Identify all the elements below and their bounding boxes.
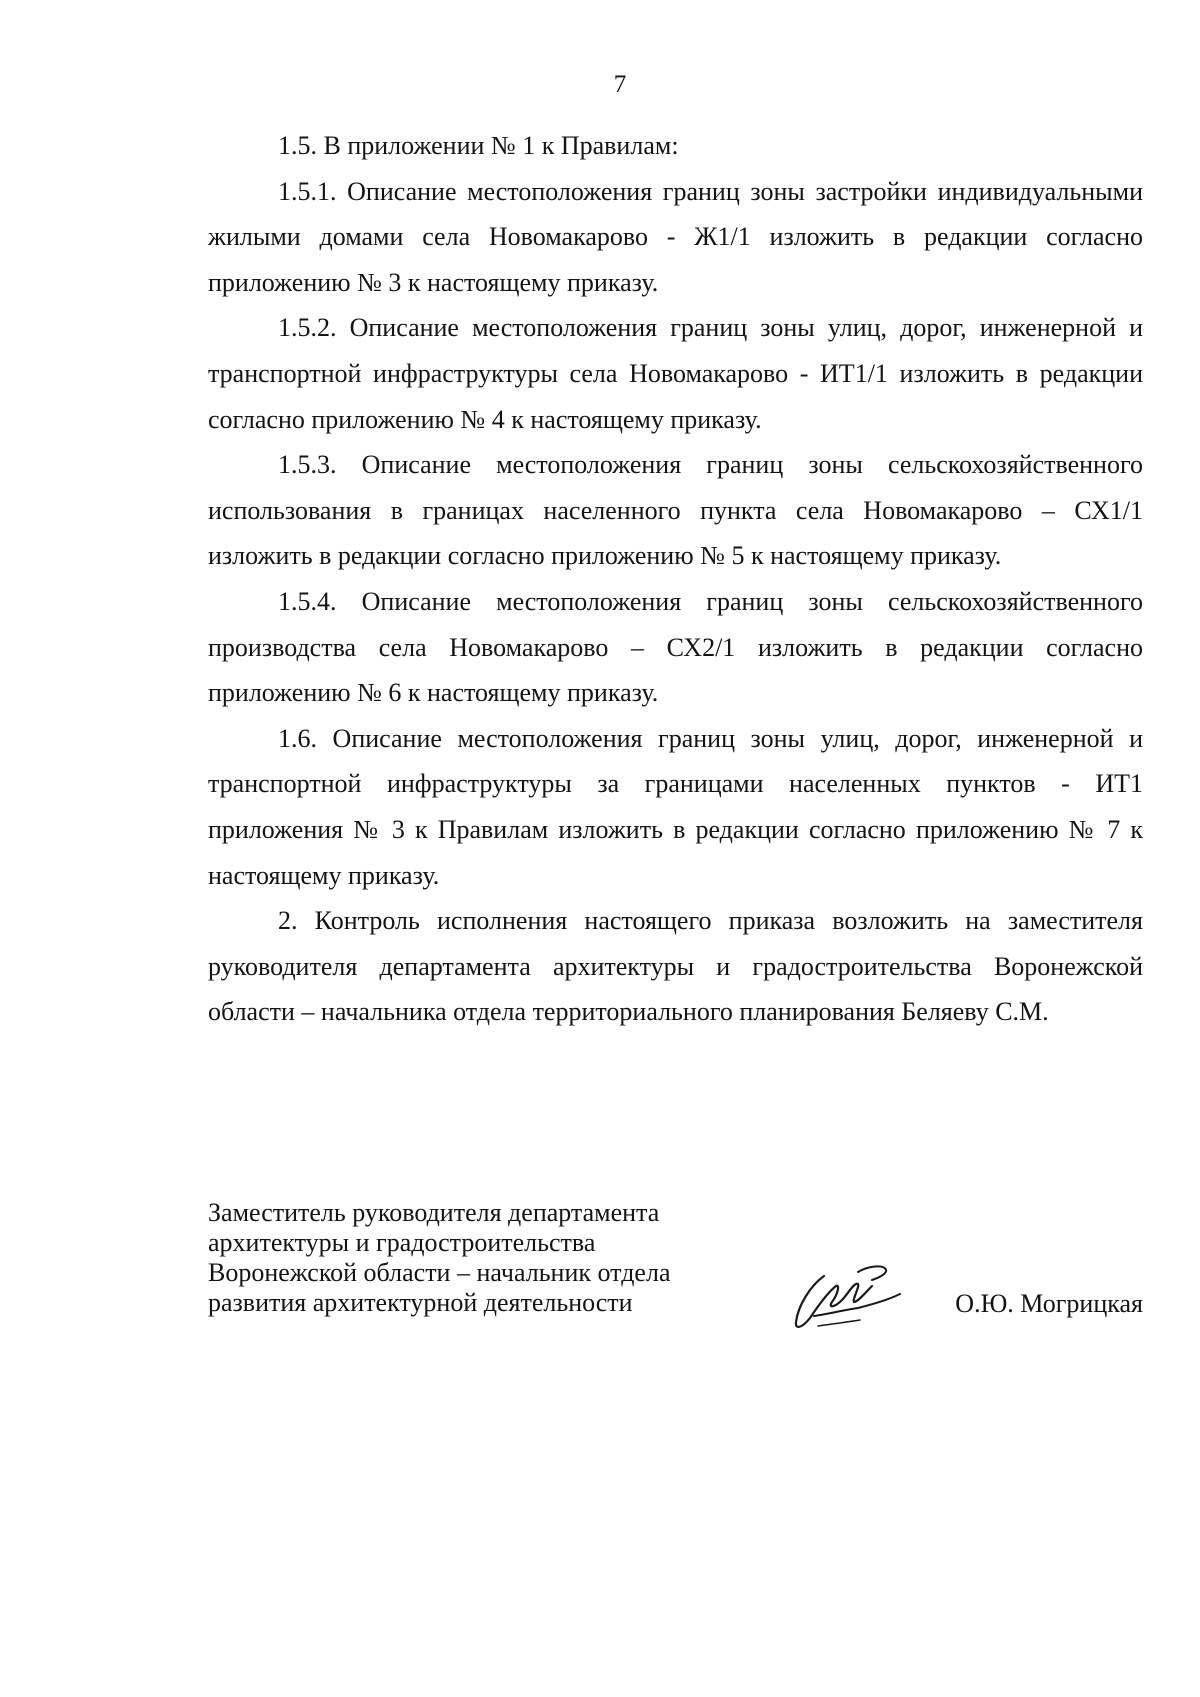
paragraph-1-6: 1.6. Описание местоположения границ зоны улиц, дорог, инженерной и транспортной инфраструктуры за границами населенных пунктов - ИТ1 приложения № 3 к Правилам изложить в редакции согласно приложению № 7 к настоящему приказу.	[208, 723, 1143, 890]
paragraph-1-5: 1.5. В приложении № 1 к Правилам:	[278, 131, 679, 160]
signer-title-line: архитектуры и градостроительства	[208, 1228, 596, 1257]
page-number: 7	[613, 71, 627, 98]
signer-title-line: Заместитель руководителя департамента	[208, 1198, 660, 1227]
signature-block	[208, 1198, 1143, 1338]
paragraph-1-5-2: 1.5.2. Описание местоположения границ зоны улиц, дорог, инженерной и транспортной инфраструктуры села Новомакарово - ИТ1/1 изложить в редакции согласно приложению № 4 к настоящему приказу.	[208, 313, 1143, 434]
paragraph-1-5-3: 1.5.3. Описание местоположения границ зоны сельскохозяйственного использования в границах населенного пункта села Новомакарово – СХ1/1 изложить в редакции согласно приложению № 5 к настоящему приказу.	[208, 450, 1143, 571]
signer-title-line: Воронежской области – начальник отдела	[208, 1258, 671, 1287]
paragraph-1-5-4: 1.5.4. Описание местоположения границ зоны сельскохозяйственного производства села Новомакарово – СХ2/1 изложить в редакции согласно приложению № 6 к настоящему приказу.	[208, 586, 1143, 708]
signer-title	[208, 1198, 768, 1318]
document-body	[208, 123, 1143, 1035]
paragraph-1-5-1: 1.5.1. Описание местоположения границ зоны застройки индивидуальными жилыми домами села Новомакарово - Ж1/1 изложить в редакции согласно приложению № 3 к настоящему приказу.	[208, 176, 1143, 297]
signer-title-line: развития архитектурной деятельности	[208, 1288, 633, 1317]
paragraph-2: 2. Контроль исполнения настоящего приказа возложить на заместителя руководителя департамента архитектуры и градостроительства Воронежской области – начальника отдела территориального планирования Беляеву С.М.	[208, 906, 1143, 1027]
handwritten-signature	[788, 1256, 908, 1336]
signer-name: О.Ю. Могрицкая	[955, 1289, 1143, 1318]
